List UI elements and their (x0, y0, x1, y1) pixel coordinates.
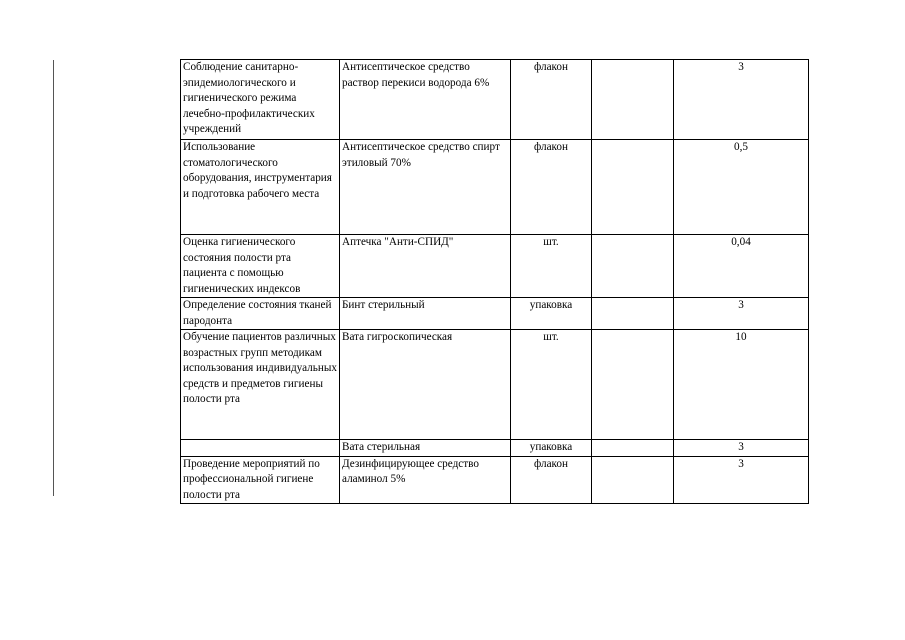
material-cell: Дезинфицирующее средство аламинол 5% (340, 456, 511, 504)
unit-cell: шт. (511, 235, 592, 298)
unit-cell: шт. (511, 330, 592, 440)
table-row (181, 440, 809, 457)
action-cell: Проведение мероприятий по профессиональной гигиене полости рта (181, 456, 340, 504)
quantity-cell: 10 (674, 330, 809, 440)
unit-cell: упаковка (511, 298, 592, 330)
unit-cell: флакон (511, 140, 592, 235)
table-row (181, 60, 809, 140)
table-row (181, 235, 809, 298)
material-cell: Антисептическое средство раствор перекиси водорода 6% (340, 60, 511, 140)
materials-table (180, 59, 809, 504)
action-cell: Соблюдение санитарно-эпидемиологического и гигиенического режима лечебно-профилактических учреждений (181, 60, 340, 140)
action-cell: Обучение пациентов различных возрастных групп методикам использования индивидуальных средств и предметов гигиены полости рта (181, 330, 340, 440)
action-cell: Определение состояния тканей пародонта (181, 298, 340, 330)
extra-cell (592, 60, 674, 140)
action-cell: Оценка гигиенического состояния полости рта пациента с помощью гигиенических индексов (181, 235, 340, 298)
quantity-cell: 3 (674, 298, 809, 330)
material-cell: Вата стерильная (340, 440, 511, 457)
action-cell: Использование стоматологического оборудования, инструментария и подготовка рабочего места (181, 140, 340, 235)
extra-cell (592, 440, 674, 457)
extra-cell (592, 330, 674, 440)
quantity-cell: 3 (674, 60, 809, 140)
quantity-cell: 3 (674, 456, 809, 504)
quantity-cell: 3 (674, 440, 809, 457)
extra-cell (592, 235, 674, 298)
quantity-cell: 0,5 (674, 140, 809, 235)
material-cell: Вата гигроскопическая (340, 330, 511, 440)
extra-cell (592, 298, 674, 330)
quantity-cell: 0,04 (674, 235, 809, 298)
extra-cell (592, 456, 674, 504)
table-row (181, 330, 809, 440)
unit-cell: флакон (511, 456, 592, 504)
page-margin-line (53, 60, 54, 496)
action-cell (181, 440, 340, 457)
extra-cell (592, 140, 674, 235)
material-cell: Антисептическое средство спирт этиловый 70% (340, 140, 511, 235)
table-row (181, 140, 809, 235)
unit-cell: упаковка (511, 440, 592, 457)
material-cell: Аптечка "Анти-СПИД" (340, 235, 511, 298)
unit-cell: флакон (511, 60, 592, 140)
material-cell: Бинт стерильный (340, 298, 511, 330)
table-row (181, 298, 809, 330)
table-row (181, 456, 809, 504)
